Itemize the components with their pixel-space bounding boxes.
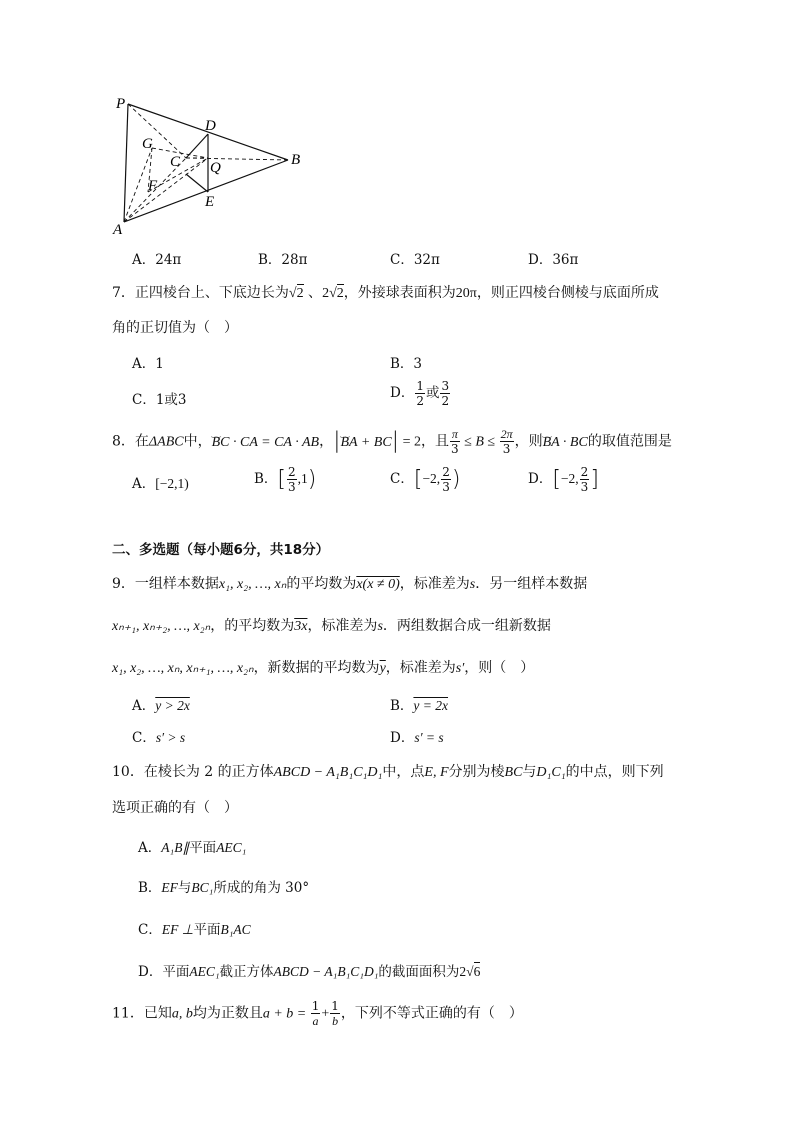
q10-option-d: D．平面AEC₁截正方体ABCD − A₁B₁C₁D₁的截面面积为2√6 — [138, 964, 481, 980]
dash-PC — [128, 104, 186, 158]
q9-option-c: C．s′ > s — [132, 730, 186, 746]
q9-option-d: D．s′ = s — [390, 730, 444, 746]
label-D: D — [205, 118, 216, 134]
q8-option-b: B．[ $\frac{2}{3}$ ,1) — [254, 465, 317, 494]
section-title: 二、多选题（每小题6分，共18分） — [112, 542, 330, 558]
q8-stem: 8．在ΔABC中，‿‿ BC · CA = CA · AB，|‿‿ BA + BC| = 2，且 $\frac{\pi}{3}$ ≤ B ≤ $\frac{2\pi}{3}$ ，则‿‿ BA · BC的取值范围是 — [112, 428, 672, 455]
label-P: P — [116, 96, 126, 112]
edge-PA — [124, 104, 128, 222]
label-C: C — [170, 154, 181, 170]
dash-AQ — [124, 158, 208, 222]
label-G: G — [142, 136, 153, 152]
q7-stem-line1: 7．正四棱台上、下底边长为√2 、2√2，外接球表面积为20π，则正四棱台侧棱与底面所成 — [112, 285, 659, 301]
q6-option-c: C．32π — [390, 252, 440, 268]
q11-stem: 11．已知a, b均为正数且a + b = $\frac{1}{a}$ + $\frac{1}{b}$ ，下列不等式正确的有（ ） — [112, 999, 523, 1028]
geometry-figure — [108, 92, 308, 240]
label-E: E — [205, 194, 215, 210]
q9-line3: x₁, x₂, …, xₙ, xₙ₊₁, …, x₂ₙ，新数据的平均数为$\overline{y}$，标准差为s′，则（ ） — [112, 660, 535, 676]
edge-EQ — [186, 174, 208, 192]
label-A: A — [113, 222, 123, 238]
q8-option-a: A．[−2,1) — [132, 476, 189, 492]
q9-line1: 9．一组样本数据x₁, x₂, …, xₙ的平均数为x(x ≠ 0)，标准差为s．另一组样本数据 — [112, 576, 588, 592]
label-F: F — [148, 178, 158, 194]
q10-option-a: A．A₁B∥平面AEC₁ — [138, 840, 247, 856]
label-Q: Q — [210, 160, 221, 176]
q9-option-b: B．y = 2x — [390, 698, 449, 714]
q7-root2: 2 — [296, 286, 304, 301]
label-B: B — [291, 152, 301, 168]
q10-line2: 选项正确的有（ ） — [112, 800, 238, 816]
q6-option-a: A．24π — [132, 252, 182, 268]
q7-option-b: B．3 — [390, 356, 423, 372]
q9-option-a: A．y > 2x — [132, 698, 190, 714]
q7-option-a: A．1 — [132, 356, 164, 372]
q7-option-d: D． $\frac{1}{2}$ 或 $\frac{3}{2}$ — [390, 379, 450, 408]
q7-option-c: C．1或3 — [132, 392, 187, 408]
q8-option-c: C．[−2, $\frac{2}{3}$ ) — [390, 465, 461, 494]
q7-stem-line2: 角的正切值为（ ） — [112, 320, 238, 336]
q9-line2: xₙ₊₁, xₙ₊₂, …, x₂ₙ，的平均数为3x，标准差为s．两组数据合成一组新数据 — [112, 618, 551, 634]
q10-option-b: B．EF与BC₁所成的角为 30° — [138, 880, 310, 896]
q8-option-d: D．[−2, $\frac{2}{3}$ ] — [528, 465, 599, 494]
q6-option-d: D．36π — [528, 252, 579, 268]
q10-option-c: C．EF ⊥平面B₁AC — [138, 922, 251, 938]
q6-option-b: B．28π — [258, 252, 308, 268]
q10-line1: 10．在棱长为 2 的正方体ABCD − A₁B₁C₁D₁中，点E, F分别为棱BC与D₁C₁的中点，则下列 — [112, 764, 664, 780]
